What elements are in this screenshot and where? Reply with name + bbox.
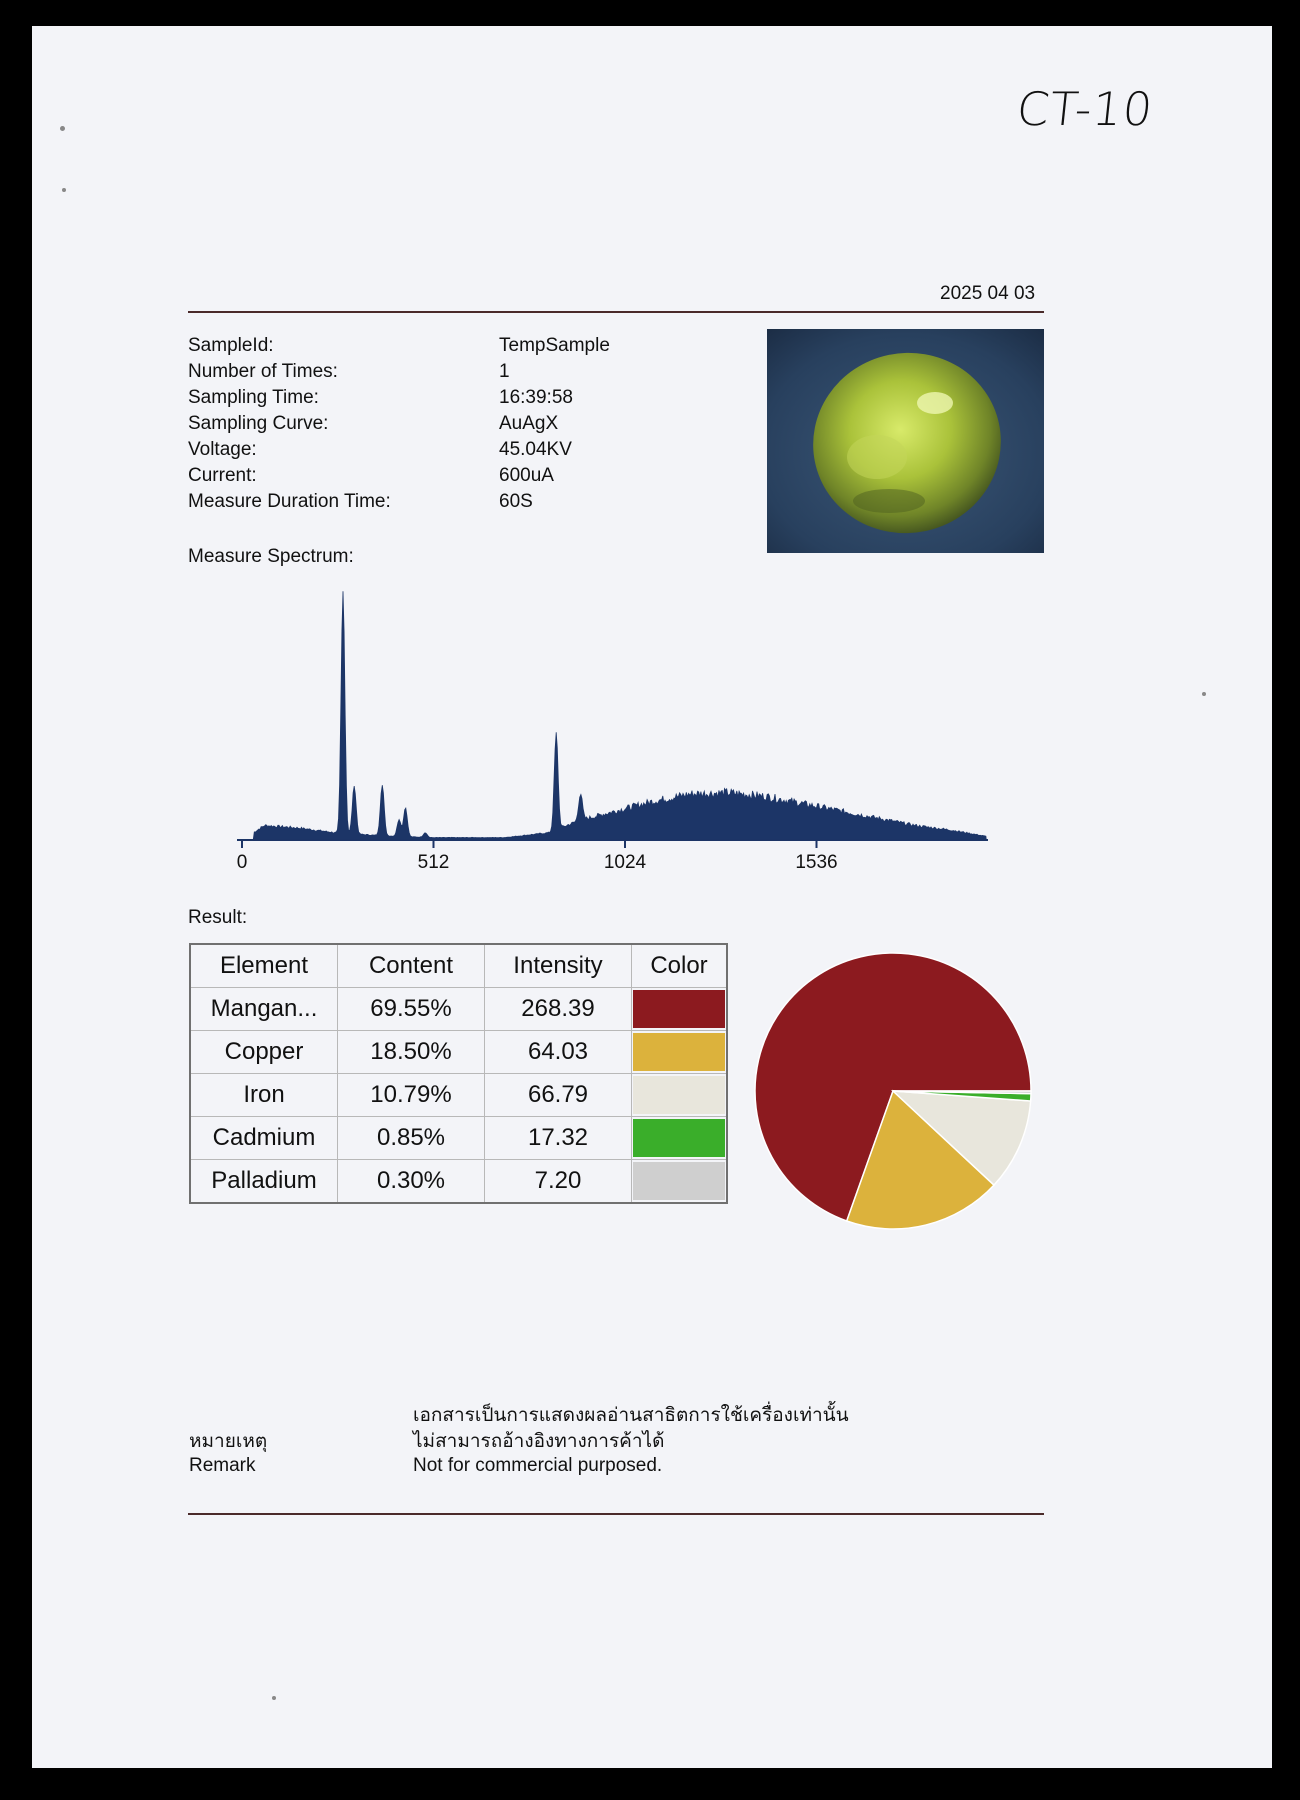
document-page [32, 26, 1272, 1768]
paper-speck [272, 1696, 276, 1700]
remark-label: Remark [189, 1455, 256, 1476]
result-row [190, 988, 727, 1031]
info-row [188, 463, 610, 489]
spectrum-tick-label: 1024 [603, 852, 647, 873]
info-label: Sampling Curve: [188, 413, 329, 434]
color-swatch [633, 1076, 725, 1114]
remark-thai-line1: เอกสารเป็นการแสดงผลอ่านสาธิตการใช้เครื่องเท่านั้น [413, 1405, 849, 1426]
intensity-cell: 64.03 [485, 1031, 632, 1074]
paper-speck [1202, 692, 1206, 696]
color-cell [632, 1074, 728, 1117]
bottom-divider [188, 1513, 1044, 1515]
paper-speck [62, 188, 66, 192]
info-value: 600uA [499, 465, 554, 486]
result-row [190, 1074, 727, 1117]
info-label: Measure Duration Time: [188, 491, 391, 512]
element-cell: Cadmium [190, 1117, 338, 1160]
color-cell [632, 1160, 728, 1204]
info-value: 1 [499, 361, 510, 382]
spectrum-tick-label: 0 [236, 852, 248, 873]
intensity-cell: 7.20 [485, 1160, 632, 1204]
info-label: Voltage: [188, 439, 257, 460]
info-row [188, 437, 610, 463]
color-cell [632, 988, 728, 1031]
sample-info [188, 333, 610, 515]
intensity-header: Intensity [485, 944, 632, 988]
content-cell: 10.79% [338, 1074, 485, 1117]
color-swatch [633, 1119, 725, 1157]
info-value: TempSample [499, 335, 610, 356]
spectrum-area [253, 591, 986, 840]
result-header-row [190, 944, 727, 988]
result-row [190, 1031, 727, 1074]
top-divider [188, 311, 1044, 313]
color-swatch [633, 1033, 725, 1071]
result-row [190, 1117, 727, 1160]
info-label: Current: [188, 465, 257, 486]
spectrum-chart [220, 590, 1010, 880]
element-cell: Palladium [190, 1160, 338, 1204]
color-swatch [633, 990, 725, 1028]
info-value: 45.04KV [499, 439, 572, 460]
spectrum-ticks [237, 840, 838, 873]
info-value: 60S [499, 491, 533, 512]
element-header: Element [190, 944, 338, 988]
element-cell: Iron [190, 1074, 338, 1117]
remark-thai-line2: ไม่สามารถอ้างอิงทางการค้าได้ [413, 1431, 665, 1452]
info-label: SampleId: [188, 335, 274, 356]
intensity-cell: 66.79 [485, 1074, 632, 1117]
element-cell: Mangan... [190, 988, 338, 1031]
color-cell [632, 1031, 728, 1074]
sample-photo [767, 329, 1044, 553]
content-header: Content [338, 944, 485, 988]
info-row [188, 489, 610, 515]
content-cell: 18.50% [338, 1031, 485, 1074]
content-cell: 69.55% [338, 988, 485, 1031]
info-value: AuAgX [499, 413, 559, 434]
info-row [188, 359, 610, 385]
remark-text: Not for commercial purposed. [413, 1455, 663, 1476]
paper-speck [60, 126, 65, 131]
color-header: Color [632, 944, 728, 988]
info-value: 16:39:58 [499, 387, 573, 408]
info-row [188, 385, 610, 411]
info-row [188, 333, 610, 359]
info-row [188, 411, 610, 437]
spectrum-tick-label: 1536 [795, 852, 838, 873]
result-label: Result: [188, 907, 248, 928]
content-cell: 0.30% [338, 1160, 485, 1204]
result-table [189, 943, 728, 1204]
info-label: Sampling Time: [188, 387, 319, 408]
handwritten-tag: CT-10 [1014, 82, 1156, 136]
intensity-cell: 268.39 [485, 988, 632, 1031]
intensity-cell: 17.32 [485, 1117, 632, 1160]
spectrum-tick-label: 512 [417, 852, 450, 873]
composition-pie-chart [752, 950, 1034, 1232]
element-cell: Copper [190, 1031, 338, 1074]
info-label: Number of Times: [188, 361, 338, 382]
color-cell [632, 1117, 728, 1160]
report-date: 2025 04 03 [940, 283, 1036, 304]
remark-thai-label: หมายเหตุ [189, 1431, 268, 1452]
content-cell: 0.85% [338, 1117, 485, 1160]
spectrum-label: Measure Spectrum: [188, 546, 354, 567]
result-row [190, 1160, 727, 1204]
color-swatch [633, 1162, 725, 1200]
